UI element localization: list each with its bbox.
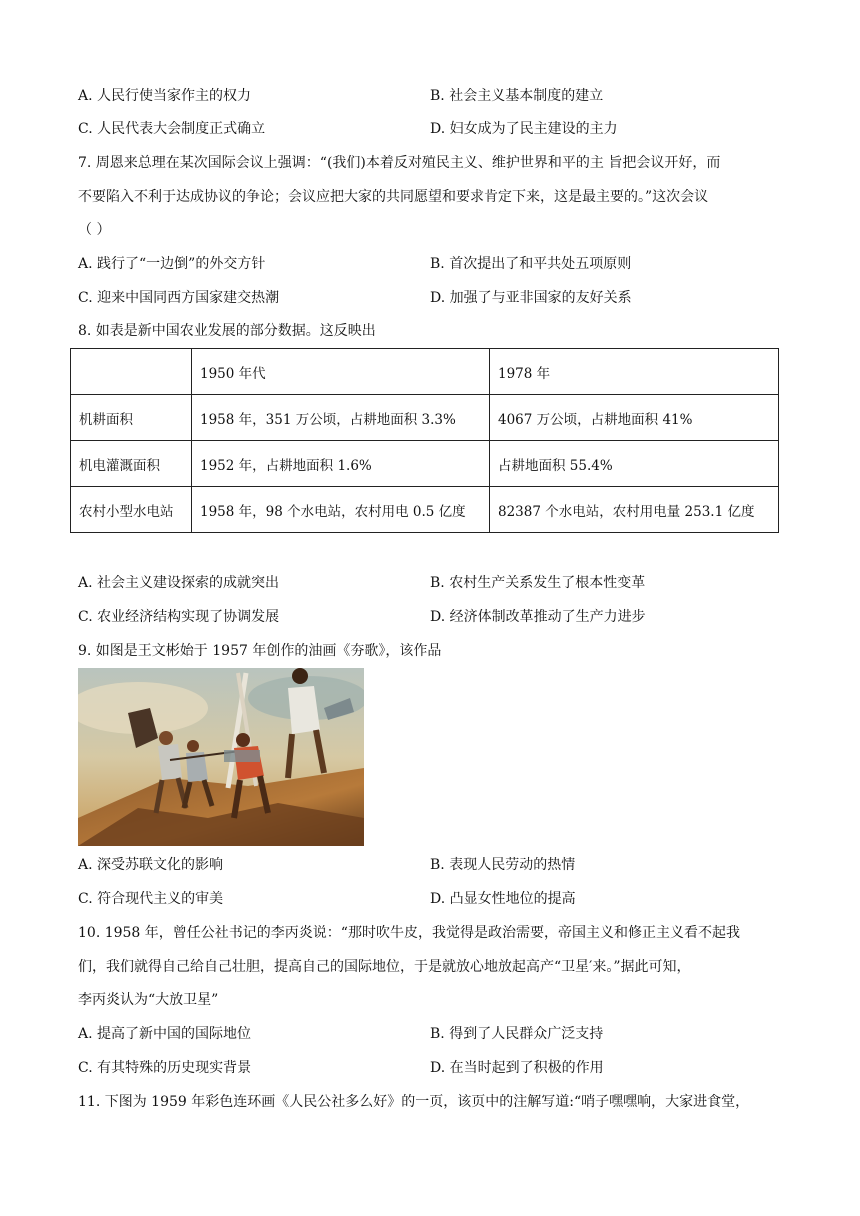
q9-stem: 9. 如图是王文彬始于 1957 年创作的油画《夯歌》，该作品 — [78, 643, 442, 659]
q10-option-d[interactable]: D. 在当时起到了积极的作用 — [430, 1060, 604, 1076]
table-cell: 4067 万公顷，占耕地面积 41% — [490, 395, 779, 441]
q8-stem: 8. 如表是新中国农业发展的部分数据。这反映出 — [78, 323, 376, 339]
table-cell: 1958 年，98 个水电站，农村用电 0.5 亿度 — [192, 487, 490, 533]
q9-option-a[interactable]: A. 深受苏联文化的影响 — [78, 857, 224, 873]
table-row — [71, 395, 779, 441]
q9-option-c[interactable]: C. 符合现代主义的审美 — [78, 891, 224, 907]
q6-option-c[interactable]: C. 人民代表大会制度正式确立 — [78, 121, 266, 137]
q7-answer-blank: （ ） — [78, 222, 111, 238]
table-cell: 机耕面积 — [71, 395, 192, 441]
table-cell: 82387 个水电站，农村用电量 253.1 亿度 — [490, 487, 779, 533]
table-header-row — [71, 349, 779, 395]
q8-option-d[interactable]: D. 经济体制改革推动了生产力进步 — [430, 609, 646, 625]
q7-stem-line2: 不要陷入不利于达成协议的争论；会议应把大家的共同愿望和要求肯定下来，这是最主要的。”这次会议 — [78, 189, 709, 205]
q9-option-d[interactable]: D. 凸显女性地位的提高 — [430, 891, 576, 907]
q10-option-b[interactable]: B. 得到了人民群众广泛支持 — [430, 1026, 604, 1042]
q10-stem-line3: 李丙炎认为“大放卫星” — [78, 992, 219, 1008]
table-cell: 农村小型水电站 — [71, 487, 192, 533]
q6-option-a[interactable]: A. 人民行使当家作主的权力 — [78, 88, 252, 104]
q7-option-a[interactable]: A. 践行了“一边倒”的外交方针 — [78, 256, 266, 272]
q9-option-b[interactable]: B. 表现人民劳动的热情 — [430, 857, 576, 873]
agriculture-data-table — [70, 348, 779, 533]
table-row — [71, 487, 779, 533]
q10-stem-line2: 们，我们就得自己给自己壮胆，提高自己的国际地位，于是就放心地放起高产“卫星′来。”据此可知， — [78, 959, 691, 975]
q10-option-c[interactable]: C. 有其特殊的历史现实背景 — [78, 1060, 252, 1076]
q8-option-b[interactable]: B. 农村生产关系发生了根本性变革 — [430, 575, 646, 591]
oil-painting-image — [78, 668, 364, 846]
q7-option-d[interactable]: D. 加强了与亚非国家的友好关系 — [430, 290, 632, 306]
table-header-cell — [71, 349, 192, 395]
q8-option-a[interactable]: A. 社会主义建设探索的成就突出 — [78, 575, 280, 591]
q8-option-c[interactable]: C. 农业经济结构实现了协调发展 — [78, 609, 280, 625]
q10-option-a[interactable]: A. 提高了新中国的国际地位 — [78, 1026, 252, 1042]
table-row — [71, 441, 779, 487]
q7-option-b[interactable]: B. 首次提出了和平共处五项原则 — [430, 256, 632, 272]
table-cell: 1958 年，351 万公顷，占耕地面积 3.3% — [192, 395, 490, 441]
q7-option-c[interactable]: C. 迎来中国同西方国家建交热潮 — [78, 290, 280, 306]
table-cell: 机电灌溉面积 — [71, 441, 192, 487]
q10-stem-line1: 10. 1958 年，曾任公社书记的李丙炎说：“那时吹牛皮，我觉得是政治需要，帝国主义和修正主义看不起我 — [78, 925, 740, 941]
q11-stem-line1: 11. 下图为 1959 年彩色连环画《人民公社多么好》的一页，该页中的注解写道:“哨子嘿嘿响，大家进食堂， — [78, 1094, 750, 1110]
table-cell: 1952 年，占耕地面积 1.6% — [192, 441, 490, 487]
table-cell: 占耕地面积 55.4% — [490, 441, 779, 487]
table-header-cell: 1950 年代 — [192, 349, 490, 395]
table-header-cell: 1978 年 — [490, 349, 779, 395]
q7-stem-line1: 7. 周恩来总理在某次国际会议上强调：“(我们)本着反对殖民主义、维护世界和平的主 旨把会议开好，而 — [78, 155, 721, 171]
q6-option-b[interactable]: B. 社会主义基本制度的建立 — [430, 88, 604, 104]
q6-option-d[interactable]: D. 妇女成为了民主建设的主力 — [430, 121, 618, 137]
